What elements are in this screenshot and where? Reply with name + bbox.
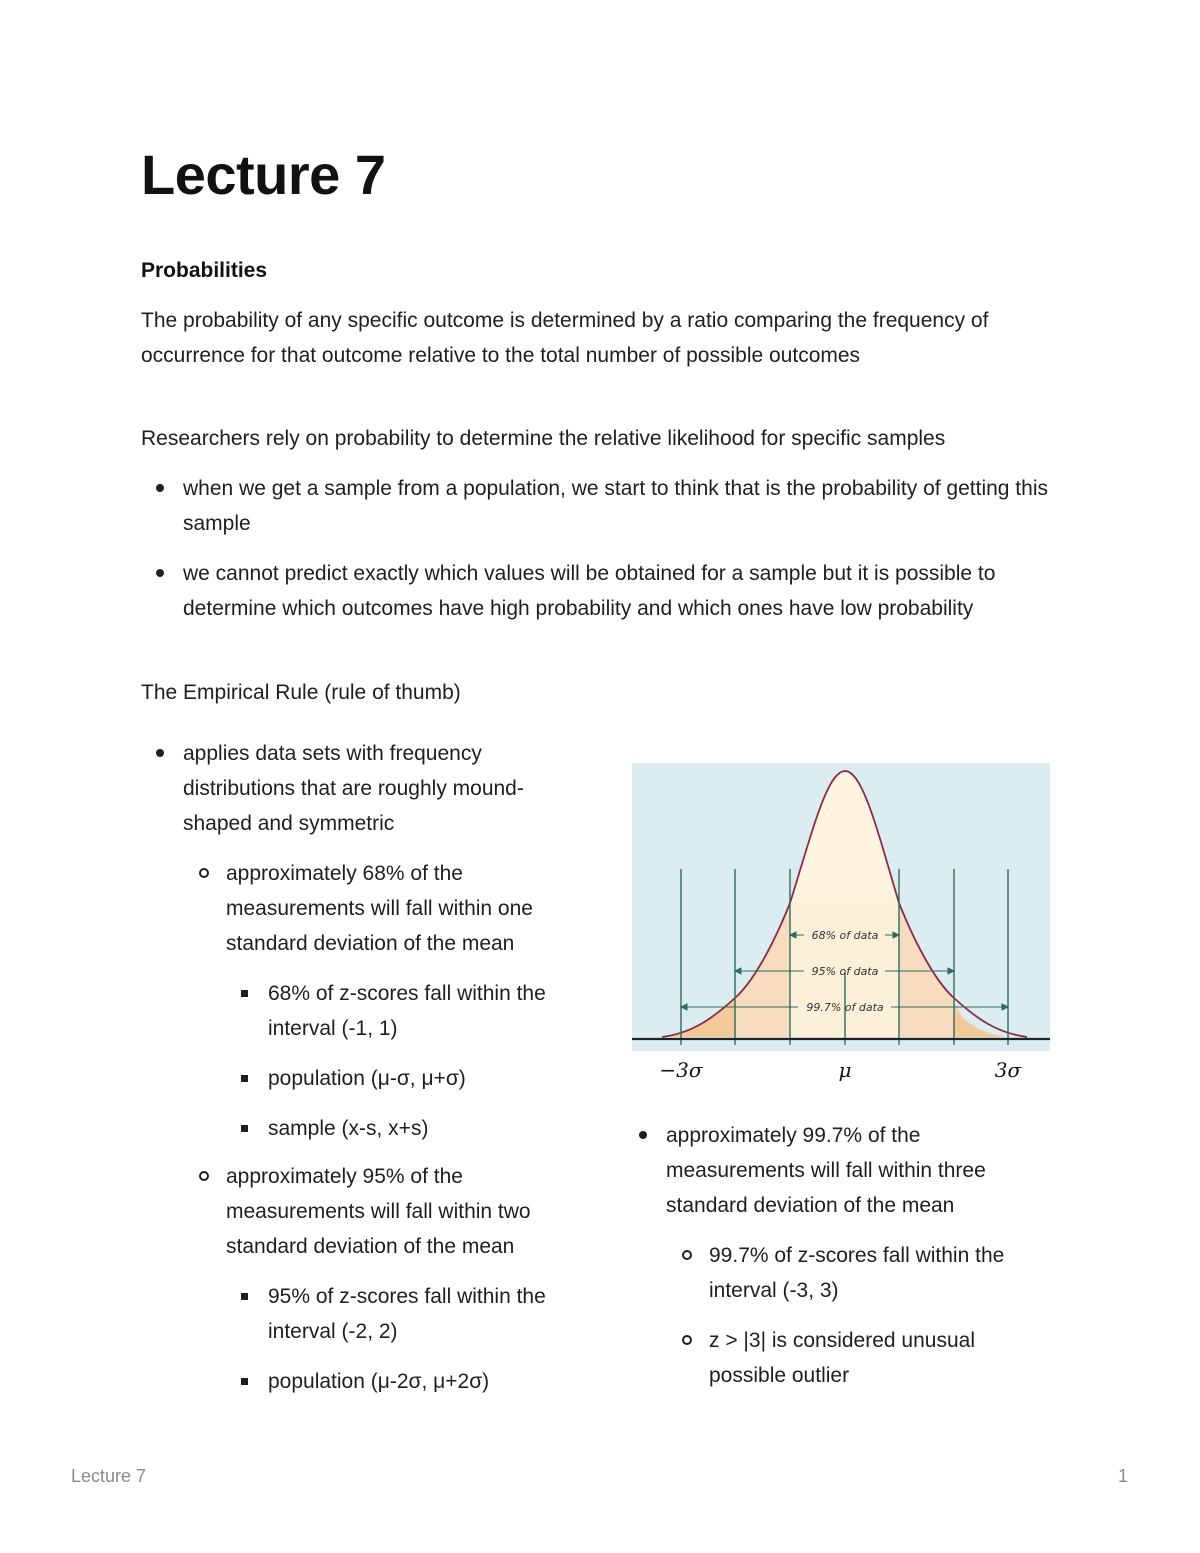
page-number: 1 <box>1117 1466 1128 1486</box>
empirical-sub1 <box>226 856 581 976</box>
list-item: approximately 95% of the measurements will fall within two standard deviation of the mean <box>226 1159 581 1264</box>
axis-label-minus-3sigma: −3σ <box>659 1058 703 1082</box>
list-item: population (μ-σ, μ+σ) <box>268 1061 558 1096</box>
empirical-right-items <box>709 1238 1054 1408</box>
empirical-sub2 <box>226 1159 581 1279</box>
list-item: 68% of z-scores fall within the interval (-1, 1) <box>268 976 558 1046</box>
empirical-rule-title: The Empirical Rule (rule of thumb) <box>141 681 461 704</box>
label-99-7-percent: 99.7% of data <box>806 1001 884 1014</box>
axis-label-mean: μ <box>838 1058 852 1082</box>
section-heading: Probabilities <box>141 259 268 282</box>
footer-title: Lecture 7 <box>71 1466 147 1486</box>
bell-curve-diagram <box>632 763 1052 1088</box>
empirical-sub2-items <box>268 1279 558 1414</box>
label-95-percent: 95% of data <box>811 965 879 978</box>
list-item: we cannot predict exactly which values will be obtained for a sample but it is possible to determine which outcomes have high probability and which ones have low probability <box>183 556 1053 626</box>
label-68-percent: 68% of data <box>811 929 879 942</box>
list-item: sample (x-s, x+s) <box>268 1111 558 1146</box>
list-item: population (μ-2σ, μ+2σ) <box>268 1364 558 1399</box>
list-item: approximately 99.7% of the measurements will fall within three standard deviation of the mean <box>666 1118 1056 1223</box>
list-item: 99.7% of z-scores fall within the interval (-3, 3) <box>709 1238 1054 1308</box>
list-item: when we get a sample from a population, we start to think that is the probability of getting this sample <box>183 471 1053 541</box>
list-item: approximately 68% of the measurements will fall within one standard deviation of the mean <box>226 856 581 961</box>
list-item: z > |3| is considered unusual possible outlier <box>709 1323 1054 1393</box>
list-item-text: applies data sets with frequency distributions that are roughly mound-shaped and symmetric <box>183 742 524 835</box>
page-title: Lecture 7 <box>141 143 386 206</box>
empirical-left-list <box>183 736 583 856</box>
axis-label-plus-3sigma: 3σ <box>994 1058 1022 1082</box>
empirical-sub1-items <box>268 976 558 1161</box>
researchers-paragraph: Researchers rely on probability to determine the relative likelihood for specific samples <box>141 427 946 450</box>
probability-definition: The probability of any specific outcome is determined by a ratio comparing the frequency of occurrence for that outcome relative to the total number of possible outcomes <box>141 309 989 367</box>
probability-bullets <box>183 471 1053 641</box>
list-item: 95% of z-scores fall within the interval (-2, 2) <box>268 1279 558 1349</box>
normal-distribution-figure <box>632 763 1052 1088</box>
list-item <box>183 736 583 841</box>
empirical-right-list <box>666 1118 1056 1238</box>
